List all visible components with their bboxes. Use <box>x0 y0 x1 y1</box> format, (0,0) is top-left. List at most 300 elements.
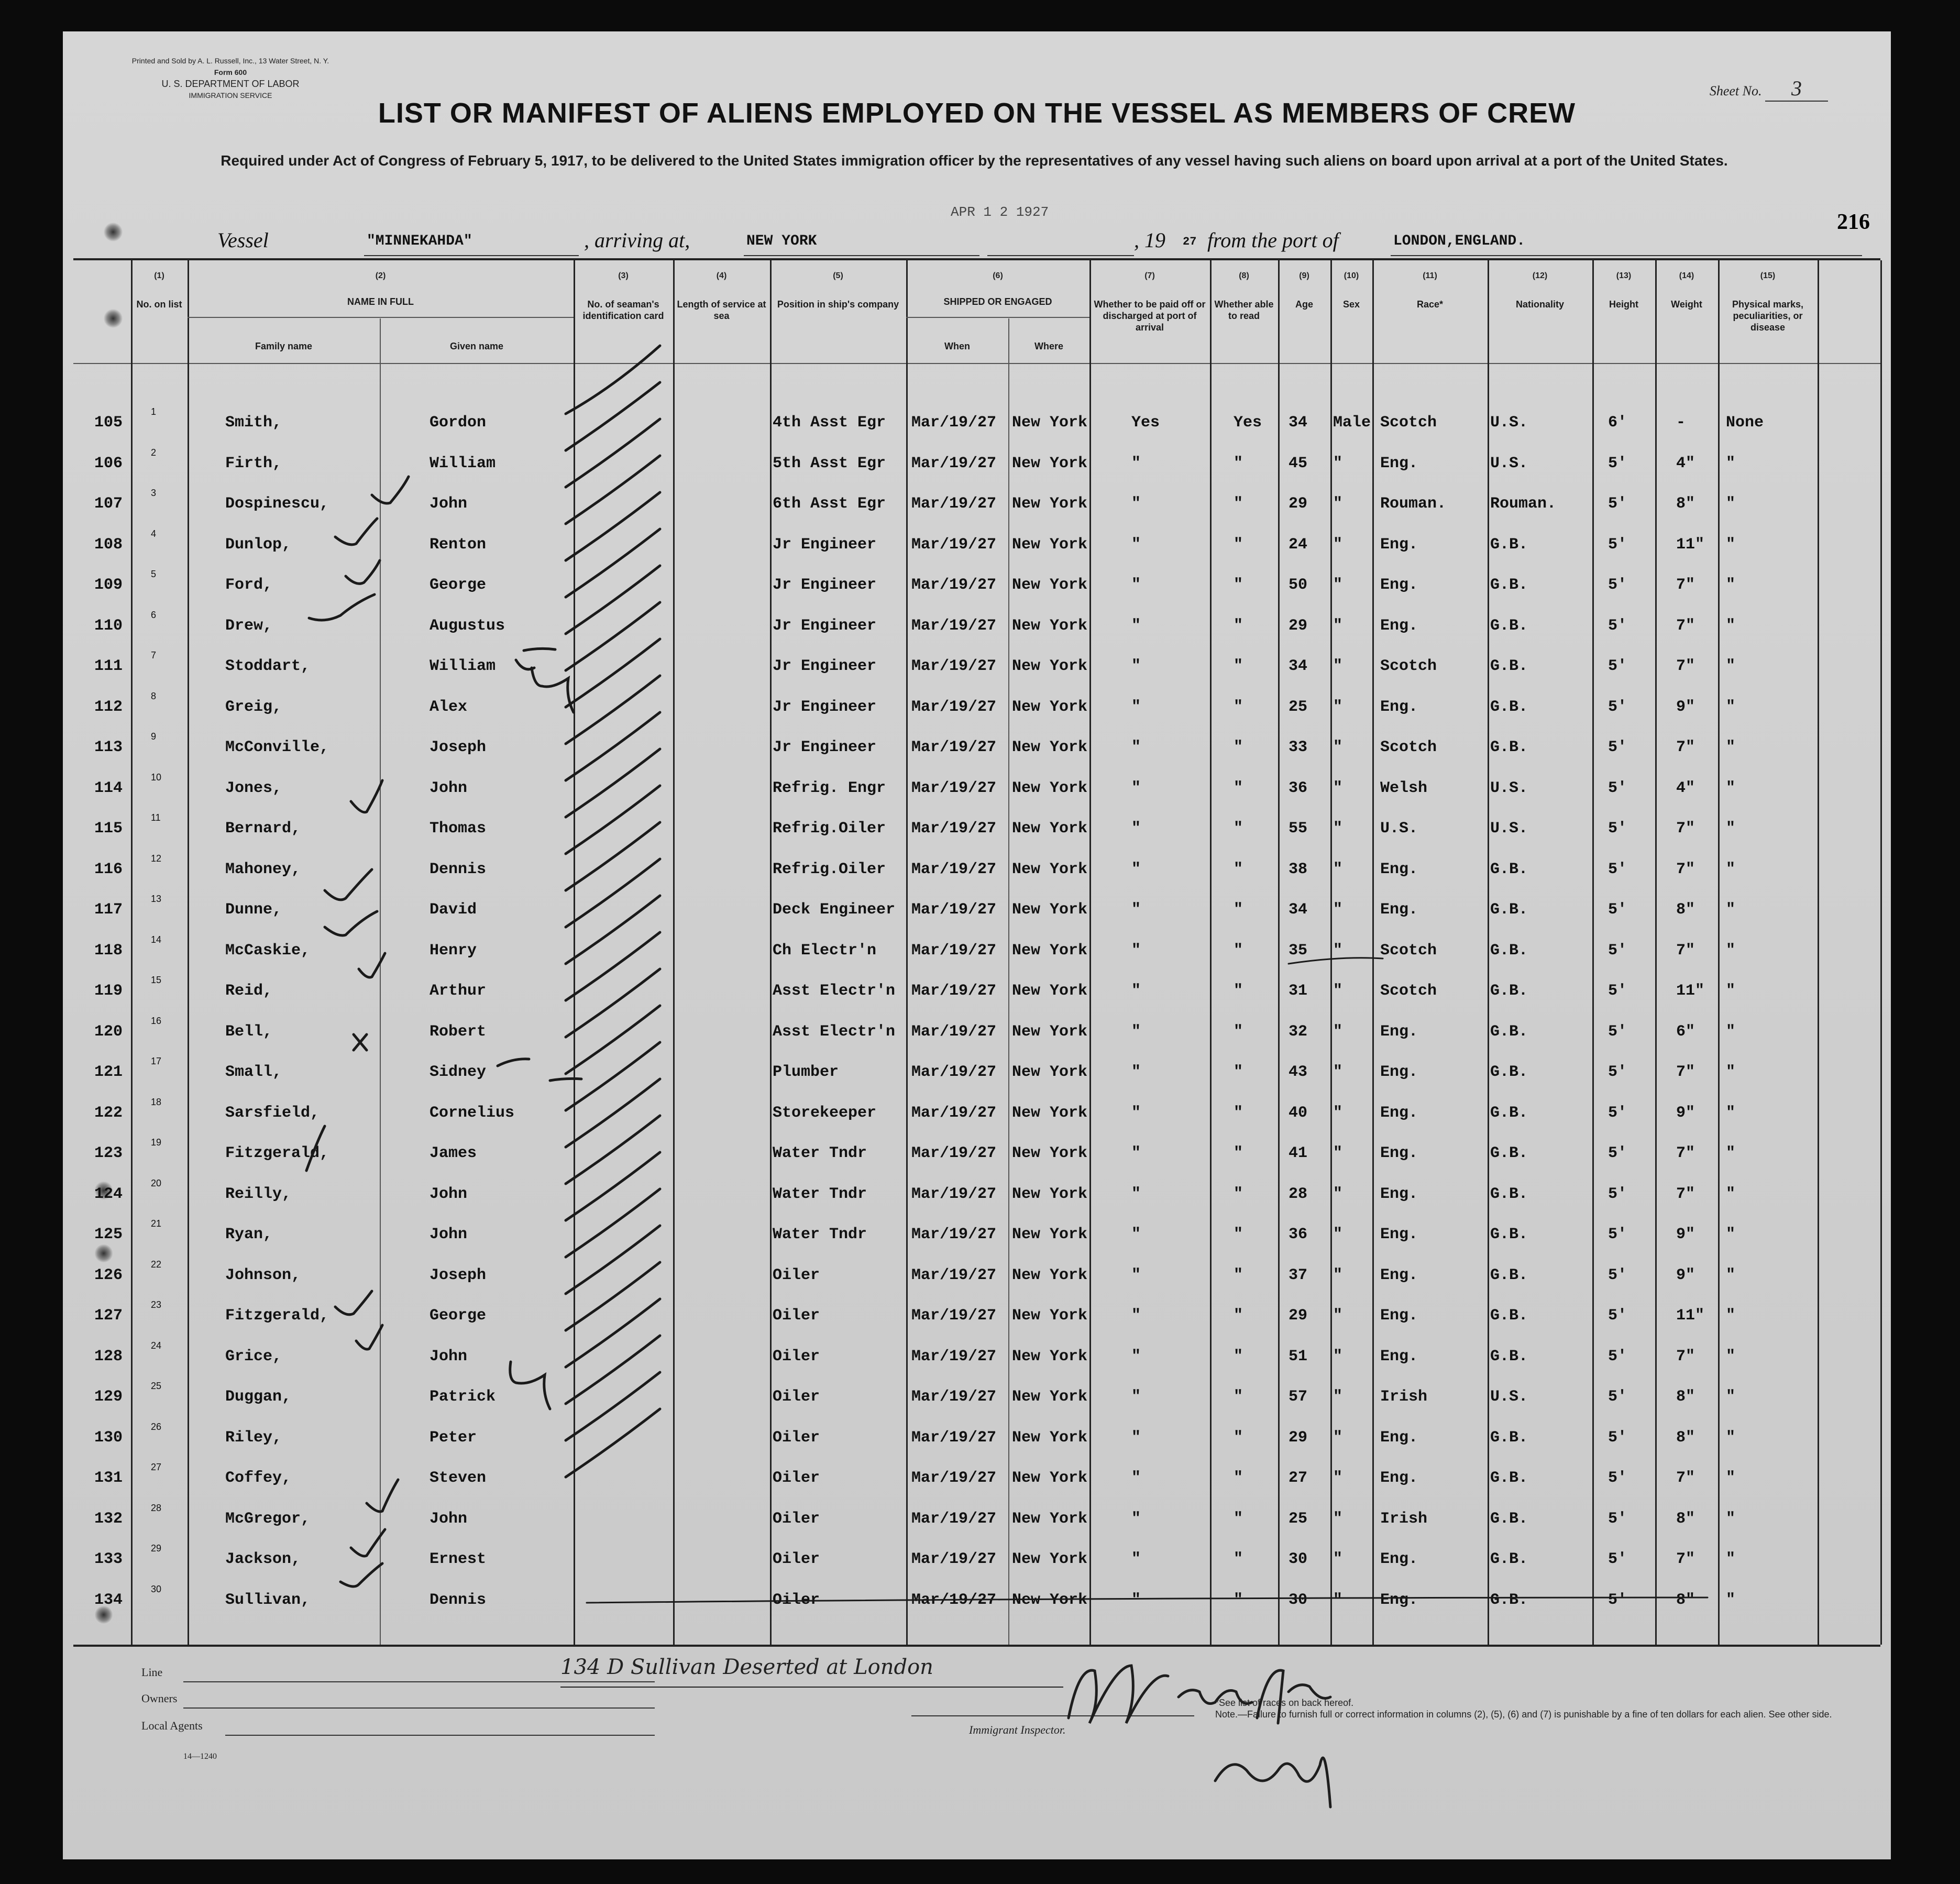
able-to-read: " <box>1234 860 1243 878</box>
list-number: 27 <box>151 1462 162 1472</box>
owners-label: Owners <box>141 1692 178 1705</box>
column-header: No. of seaman's identification card <box>582 299 664 321</box>
shipped-where: New York <box>1012 1510 1088 1528</box>
able-to-read: " <box>1234 941 1243 960</box>
race-note: *See list of races on back hereof. <box>1215 1698 1354 1708</box>
height: 5' <box>1608 657 1627 675</box>
age: 51 <box>1289 1347 1308 1365</box>
physical-marks: " <box>1726 1185 1736 1203</box>
position: Jr Engineer <box>773 698 877 716</box>
height: 5' <box>1608 1022 1627 1041</box>
page-line-number: 118 <box>94 941 123 960</box>
able-to-read: " <box>1234 535 1243 554</box>
page-line-number: 110 <box>94 616 123 635</box>
list-number: 21 <box>151 1218 162 1229</box>
sex: " <box>1333 1063 1343 1081</box>
shipped-when: Mar/19/27 <box>911 1469 997 1487</box>
position: Jr Engineer <box>773 535 877 554</box>
shipped-where: New York <box>1012 576 1088 594</box>
position: Oiler <box>773 1469 820 1487</box>
shipped-where: New York <box>1012 1185 1088 1203</box>
column-header: Age <box>1295 299 1313 310</box>
given-name: William <box>430 454 496 472</box>
weight: 7" <box>1676 657 1695 675</box>
shipped-where: New York <box>1012 901 1088 919</box>
sex: " <box>1333 982 1343 1000</box>
list-number: 16 <box>151 1015 162 1026</box>
race: Eng. <box>1380 535 1418 554</box>
height: 5' <box>1608 1226 1627 1243</box>
shipped-when: Mar/19/27 <box>911 1104 997 1122</box>
column-number: (1) <box>154 271 164 280</box>
physical-marks: " <box>1726 1022 1736 1041</box>
nationality: G.B. <box>1490 739 1528 756</box>
weight: 4" <box>1676 454 1695 472</box>
tick <box>335 1291 372 1315</box>
check-mark <box>566 1042 660 1110</box>
nationality: G.B. <box>1490 698 1528 716</box>
shipped-where: New York <box>1012 820 1088 838</box>
age: 29 <box>1289 495 1308 513</box>
shipped-where: New York <box>1012 1388 1088 1406</box>
able-to-read: " <box>1234 739 1243 756</box>
sex: " <box>1333 535 1343 554</box>
family-name: Smith, <box>225 414 282 432</box>
paid-off: " <box>1131 739 1141 756</box>
weight: 8" <box>1676 495 1695 513</box>
check-mark <box>566 456 660 524</box>
column-number: (9) <box>1299 271 1309 280</box>
shipped-when: Mar/19/27 <box>911 1388 997 1406</box>
sex: " <box>1333 454 1343 472</box>
weight: 6" <box>1676 1022 1695 1041</box>
age: 41 <box>1289 1144 1308 1162</box>
column-number: (7) <box>1144 271 1155 280</box>
sex: " <box>1333 657 1343 675</box>
weight: 7" <box>1676 1469 1695 1487</box>
weight: 7" <box>1676 739 1695 756</box>
sex: " <box>1333 1550 1343 1568</box>
family-name: Coffey, <box>225 1469 292 1487</box>
shipped-where: New York <box>1012 1591 1088 1609</box>
check-mark <box>566 1226 660 1294</box>
shipped-where: New York <box>1012 860 1088 878</box>
race: Eng. <box>1380 576 1418 594</box>
height: 5' <box>1608 1307 1627 1325</box>
paid-off: " <box>1131 535 1141 554</box>
weight: 9" <box>1676 1226 1695 1243</box>
list-number: 14 <box>151 934 162 945</box>
given-name: Steven <box>430 1469 487 1487</box>
shipped-when: Mar/19/27 <box>911 1185 997 1203</box>
position: Oiler <box>773 1266 820 1284</box>
paid-off: " <box>1131 1226 1141 1243</box>
age: 29 <box>1289 1428 1308 1447</box>
column-number: (3) <box>618 271 629 280</box>
tick <box>351 780 382 812</box>
page-title: LIST OR MANIFEST OF ALIENS EMPLOYED ON THE VESSEL AS MEMBERS OF CREW <box>378 97 1576 129</box>
check-mark <box>566 492 660 560</box>
dash <box>524 648 555 651</box>
physical-marks: " <box>1726 576 1736 594</box>
race: Eng. <box>1380 454 1418 472</box>
given-name: Cornelius <box>430 1104 515 1122</box>
column-header: Physical marks, peculiarities, or disease <box>1732 299 1804 333</box>
position: Jr Engineer <box>773 576 877 594</box>
nationality: G.B. <box>1490 657 1528 675</box>
from-label: from the port of <box>1207 228 1339 252</box>
weight: 8" <box>1676 901 1695 919</box>
shipped-when: Mar/19/27 <box>911 901 997 919</box>
column-number: (2) <box>375 271 386 280</box>
able-to-read: " <box>1234 1022 1243 1041</box>
x-mark <box>354 1034 367 1050</box>
weight: 7" <box>1676 1550 1695 1568</box>
given-name: John <box>430 1510 468 1528</box>
paid-off: " <box>1131 1063 1141 1081</box>
arriving-label: , arriving at, <box>584 228 690 252</box>
year-suffix: 27 <box>1183 235 1197 248</box>
column-number: (8) <box>1239 271 1249 280</box>
age: 34 <box>1289 414 1308 432</box>
sex: " <box>1333 576 1343 594</box>
paid-off: " <box>1131 576 1141 594</box>
date-stamp: APR 1 2 1927 <box>951 204 1049 220</box>
able-to-read: " <box>1234 698 1243 716</box>
check-mark <box>566 712 660 780</box>
family-name: Jackson, <box>225 1550 301 1568</box>
position: Water Tndr <box>773 1185 867 1203</box>
position: 6th Asst Egr <box>773 495 886 513</box>
nationality: U.S. <box>1490 779 1528 797</box>
race: Eng. <box>1380 1022 1418 1041</box>
position: Refrig.Oiler <box>773 820 886 838</box>
list-number: 23 <box>151 1299 162 1310</box>
family-name: Fitzgerald, <box>225 1144 329 1162</box>
age: 34 <box>1289 901 1308 919</box>
paid-off: " <box>1131 454 1141 472</box>
page-line-number: 114 <box>94 779 123 797</box>
shipped-where: New York <box>1012 1022 1088 1041</box>
shipped-where: New York <box>1012 1063 1088 1081</box>
weight: 7" <box>1676 616 1695 635</box>
family-name: Dospinescu, <box>225 495 329 513</box>
paid-off: Yes <box>1131 414 1160 432</box>
sex: " <box>1333 860 1343 878</box>
tick <box>367 1480 398 1512</box>
shipped-where: New York <box>1012 616 1088 635</box>
height: 5' <box>1608 860 1627 878</box>
tick <box>372 477 409 503</box>
height: 5' <box>1608 1550 1627 1568</box>
age: 30 <box>1289 1591 1308 1609</box>
column-header: SHIPPED OR ENGAGED <box>943 296 1052 307</box>
height: 5' <box>1608 1591 1627 1609</box>
page-line-number: 109 <box>94 576 123 594</box>
check-mark <box>566 529 660 597</box>
page-line-number: 121 <box>94 1063 123 1081</box>
shipped-when: Mar/19/27 <box>911 576 997 594</box>
able-to-read: " <box>1234 495 1243 513</box>
age: 55 <box>1289 820 1308 838</box>
paid-off: " <box>1131 860 1141 878</box>
inspector-signature <box>1058 1634 1529 1833</box>
given-name: Joseph <box>430 1266 487 1284</box>
height: 5' <box>1608 1510 1627 1528</box>
check-mark <box>566 1372 660 1440</box>
list-number: 4 <box>151 528 157 539</box>
able-to-read: " <box>1234 1144 1243 1162</box>
tick <box>340 1563 382 1586</box>
weight: 9" <box>1676 1104 1695 1122</box>
handwritten-marks <box>63 31 1891 1859</box>
list-number: 28 <box>151 1502 162 1513</box>
able-to-read: " <box>1234 1063 1243 1081</box>
position: 5th Asst Egr <box>773 454 886 472</box>
family-name: Small, <box>225 1063 282 1081</box>
given-name: George <box>430 576 487 594</box>
nationality: G.B. <box>1490 1063 1528 1081</box>
check-mark <box>566 566 660 634</box>
department-name: U. S. DEPARTMENT OF LABOR <box>161 79 300 89</box>
desertion-note: 134 D Sullivan Deserted at London <box>560 1655 933 1679</box>
age: 30 <box>1289 1550 1308 1568</box>
position: Storekeeper <box>773 1104 877 1122</box>
column-header: NAME IN FULL <box>347 296 414 307</box>
race: Eng. <box>1380 1266 1418 1284</box>
manifest-sheet <box>63 31 1891 1859</box>
able-to-read: " <box>1234 576 1243 594</box>
sex: " <box>1333 739 1343 756</box>
given-name: Ernest <box>430 1550 487 1568</box>
nationality: G.B. <box>1490 1104 1528 1122</box>
paid-off: " <box>1131 1469 1141 1487</box>
given-name: Renton <box>430 535 487 554</box>
list-number: 25 <box>151 1381 162 1391</box>
check-mark <box>566 786 660 854</box>
shipped-where: New York <box>1012 982 1088 1000</box>
height: 5' <box>1608 1063 1627 1081</box>
given-name: David <box>430 901 477 919</box>
race: Eng. <box>1380 1144 1418 1162</box>
list-number: 5 <box>151 569 157 579</box>
given-name: Sidney <box>430 1063 487 1081</box>
sex: " <box>1333 495 1343 513</box>
shipped-when: Mar/19/27 <box>911 698 997 716</box>
physical-marks: " <box>1726 820 1736 838</box>
handwritten-4 <box>510 1362 550 1409</box>
nationality: G.B. <box>1490 941 1528 960</box>
physical-marks: " <box>1726 698 1736 716</box>
page-line-number: 111 <box>94 657 123 675</box>
column-header: No. on list <box>136 299 182 310</box>
shipped-where: New York <box>1012 657 1088 675</box>
able-to-read: " <box>1234 1469 1243 1487</box>
able-to-read: " <box>1234 982 1243 1000</box>
nationality: G.B. <box>1490 1022 1528 1041</box>
nationality: G.B. <box>1490 616 1528 635</box>
able-to-read: " <box>1234 616 1243 635</box>
position: Oiler <box>773 1307 820 1325</box>
given-name: Dennis <box>430 860 487 878</box>
column-number: (14) <box>1679 271 1694 280</box>
check-mark <box>566 602 660 670</box>
age: 40 <box>1289 1104 1308 1122</box>
line-label: Line <box>141 1666 163 1679</box>
physical-marks: " <box>1726 1063 1736 1081</box>
race: Eng. <box>1380 901 1418 919</box>
local-agents-label: Local Agents <box>141 1719 203 1732</box>
page-line-number: 105 <box>94 414 123 432</box>
able-to-read: " <box>1234 820 1243 838</box>
race: Irish <box>1380 1510 1428 1528</box>
sheet-number: 3 <box>1765 76 1828 102</box>
physical-marks: " <box>1726 1428 1736 1447</box>
sex: " <box>1333 820 1343 838</box>
list-number: 3 <box>151 488 157 498</box>
paid-off: " <box>1131 1104 1141 1122</box>
family-name: Bell, <box>225 1022 273 1041</box>
height: 5' <box>1608 1266 1627 1284</box>
paid-off: " <box>1131 1185 1141 1203</box>
family-name: Firth, <box>225 454 282 472</box>
family-name: Dunne, <box>225 901 282 919</box>
family-name: McCaskie, <box>225 941 311 960</box>
able-to-read: " <box>1234 1388 1243 1406</box>
physical-marks: " <box>1726 1388 1736 1406</box>
sex: " <box>1333 1022 1343 1041</box>
list-number: 7 <box>151 650 157 660</box>
form-number: Form 600 <box>214 68 247 76</box>
race: Scotch <box>1380 941 1437 960</box>
shipped-where: New York <box>1012 941 1088 960</box>
sex: " <box>1333 1185 1343 1203</box>
column-header: Weight <box>1671 299 1702 310</box>
given-name: Henry <box>430 941 477 960</box>
check-mark <box>566 1189 660 1257</box>
shipped-where: New York <box>1012 779 1088 797</box>
sex: " <box>1333 1104 1343 1122</box>
nationality: G.B. <box>1490 576 1528 594</box>
nationality: U.S. <box>1490 454 1528 472</box>
column-header: Race* <box>1416 299 1444 310</box>
nationality: Rouman. <box>1490 495 1557 513</box>
page-line-number: 122 <box>94 1104 123 1122</box>
family-name: Reilly, <box>225 1185 292 1203</box>
race: Eng. <box>1380 1469 1418 1487</box>
shipped-when: Mar/19/27 <box>911 1266 997 1284</box>
family-name: Ford, <box>225 576 273 594</box>
nationality: G.B. <box>1490 1144 1528 1162</box>
physical-marks: " <box>1726 860 1736 878</box>
nationality: U.S. <box>1490 414 1528 432</box>
family-name: Duggan, <box>225 1388 292 1406</box>
shipped-where: New York <box>1012 1307 1088 1325</box>
sex: " <box>1333 1591 1343 1609</box>
check-mark <box>566 1336 660 1404</box>
subcolumn-header: Where <box>1034 341 1063 351</box>
column-header: Whether to be paid off or discharged at port of arrival <box>1094 299 1206 333</box>
shipped-where: New York <box>1012 414 1088 432</box>
nationality: G.B. <box>1490 1428 1528 1447</box>
given-name: Augustus <box>430 616 505 635</box>
height: 5' <box>1608 1104 1627 1122</box>
page-line-number: 119 <box>94 982 123 1000</box>
strike-line <box>587 1597 1708 1603</box>
able-to-read: " <box>1234 1104 1243 1122</box>
shipped-when: Mar/19/27 <box>911 779 997 797</box>
shipped-when: Mar/19/27 <box>911 941 997 960</box>
physical-marks: " <box>1726 495 1736 513</box>
weight: 8" <box>1676 1428 1695 1447</box>
printer-line: Printed and Sold by A. L. Russell, Inc., 13 Water Street, N. Y. <box>131 57 329 65</box>
age: 32 <box>1289 1022 1308 1041</box>
able-to-read: " <box>1234 1185 1243 1203</box>
sex: " <box>1333 779 1343 797</box>
page-line-number: 123 <box>94 1144 123 1162</box>
position: Oiler <box>773 1428 820 1447</box>
height: 5' <box>1608 535 1627 554</box>
check-mark <box>566 1262 660 1330</box>
check-mark <box>566 749 660 817</box>
year-prefix: , 19 <box>1134 228 1165 252</box>
race: Eng. <box>1380 1185 1418 1203</box>
sex: " <box>1333 1347 1343 1365</box>
age: 57 <box>1289 1388 1308 1406</box>
physical-marks: " <box>1726 1510 1736 1528</box>
list-number: 15 <box>151 975 162 985</box>
age: 37 <box>1289 1266 1308 1284</box>
column-header: Sex <box>1342 299 1360 310</box>
page-line-number: 115 <box>94 820 123 838</box>
shipped-where: New York <box>1012 1266 1088 1284</box>
able-to-read: " <box>1234 1266 1243 1284</box>
height: 5' <box>1608 739 1627 756</box>
vessel-label: Vessel <box>217 228 269 252</box>
paid-off: " <box>1131 941 1141 960</box>
age: 25 <box>1289 1510 1308 1528</box>
paid-off: " <box>1131 495 1141 513</box>
age: 33 <box>1289 739 1308 756</box>
tick <box>306 1126 325 1171</box>
given-name: Patrick <box>430 1388 496 1406</box>
paid-off: " <box>1131 1510 1141 1528</box>
weight: 9" <box>1676 1266 1695 1284</box>
page-line-number: 127 <box>94 1307 123 1325</box>
physical-marks: " <box>1726 1550 1736 1568</box>
position: Oiler <box>773 1591 820 1609</box>
strike-line <box>1289 958 1383 964</box>
race: Eng. <box>1380 1550 1418 1568</box>
family-name: Johnson, <box>225 1266 301 1284</box>
race: Eng. <box>1380 1591 1418 1609</box>
physical-marks: " <box>1726 657 1736 675</box>
tick <box>351 1529 385 1556</box>
column-header: Position in ship's company <box>777 299 899 310</box>
given-name: Peter <box>430 1428 477 1447</box>
paid-off: " <box>1131 1347 1141 1365</box>
subcolumn-header: When <box>944 341 970 351</box>
physical-marks: " <box>1726 901 1736 919</box>
height: 5' <box>1608 1185 1627 1203</box>
nationality: G.B. <box>1490 1550 1528 1568</box>
physical-marks: " <box>1726 616 1736 635</box>
position: Refrig. Engr <box>773 779 886 797</box>
tick <box>356 1325 382 1349</box>
physical-marks: " <box>1726 1469 1736 1487</box>
paid-off: " <box>1131 1428 1141 1447</box>
race: Eng. <box>1380 1063 1418 1081</box>
